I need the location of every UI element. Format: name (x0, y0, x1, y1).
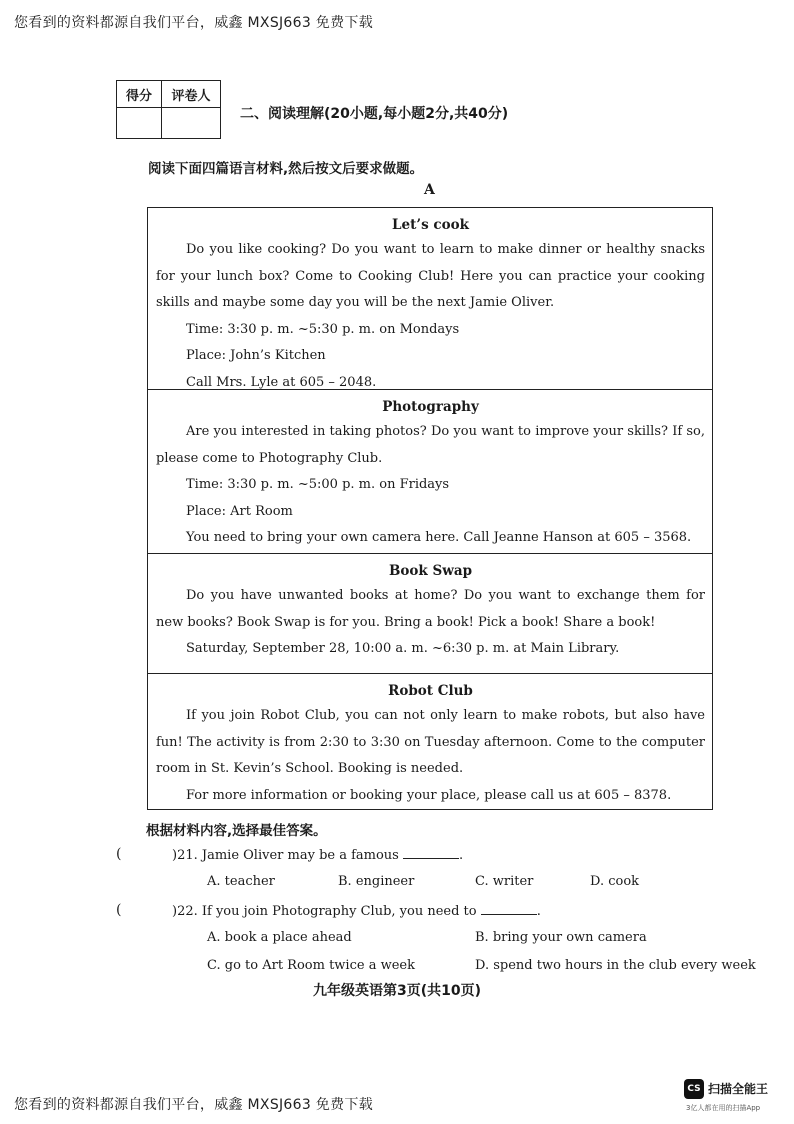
ad-when: Saturday, September 28, 10:00 a. m. ~6:30 p. m. at Main Library. (186, 641, 620, 656)
ad-photography (147, 389, 713, 554)
score-header: 得分 (117, 81, 162, 108)
camscanner-logo (684, 1079, 788, 1119)
ad-body: Do you like cooking? Do you want to learn to make dinner or healthy snacks for your lunch box? Come to Cooking Club! Here you can practice your cooking skills and maybe some day you will be the next Jamie Oliver. (156, 242, 705, 310)
score-table (116, 80, 221, 139)
ad-book-swap (147, 553, 713, 674)
camscanner-icon: CS (684, 1079, 704, 1099)
logo-tagline: 3亿人都在用的扫描App (686, 1104, 761, 1112)
answer-blank (481, 902, 537, 915)
ad-time: Time: 3:30 p. m. ~5:00 p. m. on Fridays (186, 477, 450, 492)
ad-place: Place: John’s Kitchen (186, 348, 326, 363)
ad-title: Robot Club (388, 683, 473, 699)
option-c: C. go to Art Room twice a week (207, 958, 415, 973)
section-title: 二、阅读理解(20小题,每小题2分,共40分) (240, 106, 509, 122)
grader-cell (162, 108, 221, 139)
ad-place: Place: Art Room (186, 503, 293, 519)
score-cell (117, 108, 162, 139)
question-stem: )21. Jamie Oliver may be a famous (172, 848, 399, 863)
ad-note: You need to bring your own camera here. Call Jeanne Hanson at 605 – 3568. (186, 530, 692, 545)
ad-time: Time: 3:30 p. m. ~5:30 p. m. on Mondays (186, 321, 460, 337)
option-d: D. spend two hours in the club every week (475, 958, 756, 973)
watermark-bottom: 您看到的资料都源自我们平台，威鑫 MXSJ663 免费下载 (14, 1097, 374, 1113)
option-d: D. cook (590, 874, 640, 889)
answer-paren: ( (116, 846, 122, 862)
question-stem: )22. If you join Photography Club, you need to (172, 904, 477, 919)
watermark-top: 您看到的资料都源自我们平台，威鑫 MXSJ663 免费下载 (14, 15, 374, 31)
instruction: 阅读下面四篇语言材料,然后按文后要求做题。 (148, 161, 424, 177)
option-b: B. engineer (338, 874, 415, 889)
ad-contact: Call Mrs. Lyle at 605 – 2048. (186, 374, 377, 390)
sub-instruction: 根据材料内容,选择最佳答案。 (146, 823, 327, 839)
answer-blank (403, 846, 459, 859)
ad-title: Book Swap (388, 563, 473, 579)
ad-cooking-club (147, 207, 713, 390)
option-c: C. writer (475, 874, 534, 889)
ad-title: Let’s cook (392, 217, 469, 233)
passage-letter: A (424, 182, 435, 198)
option-a: A. book a place ahead (207, 930, 352, 945)
option-b: B. bring your own camera (475, 930, 647, 945)
answer-paren: ( (116, 902, 122, 918)
ad-body: If you join Robot Club, you can not only learn to make robots, but also have fun! The activity is from 2:30 to 3:30 on Tuesday afternoon. Come to the computer room in St. Kevin’s School. Booking is needed. (156, 708, 705, 776)
ad-body: Are you interested in taking photos? Do you want to improve your skills? If so, please come to Photography Club. (156, 424, 705, 466)
grader-header: 评卷人 (162, 81, 221, 108)
ad-body: Do you have unwanted books at home? Do you want to exchange them for new books? Book Swap is for you. Bring a book! Pick a book! Share a book! (156, 588, 705, 630)
ad-robot-club (147, 673, 713, 810)
page-footer: 九年级英语第3页(共10页) (312, 983, 482, 999)
ad-info: For more information or booking your place, please call us at 605 – 8378. (186, 787, 672, 803)
option-a: A. teacher (207, 874, 275, 889)
ad-title: Photography (382, 399, 479, 415)
logo-name: 扫描全能王 (708, 1082, 769, 1096)
